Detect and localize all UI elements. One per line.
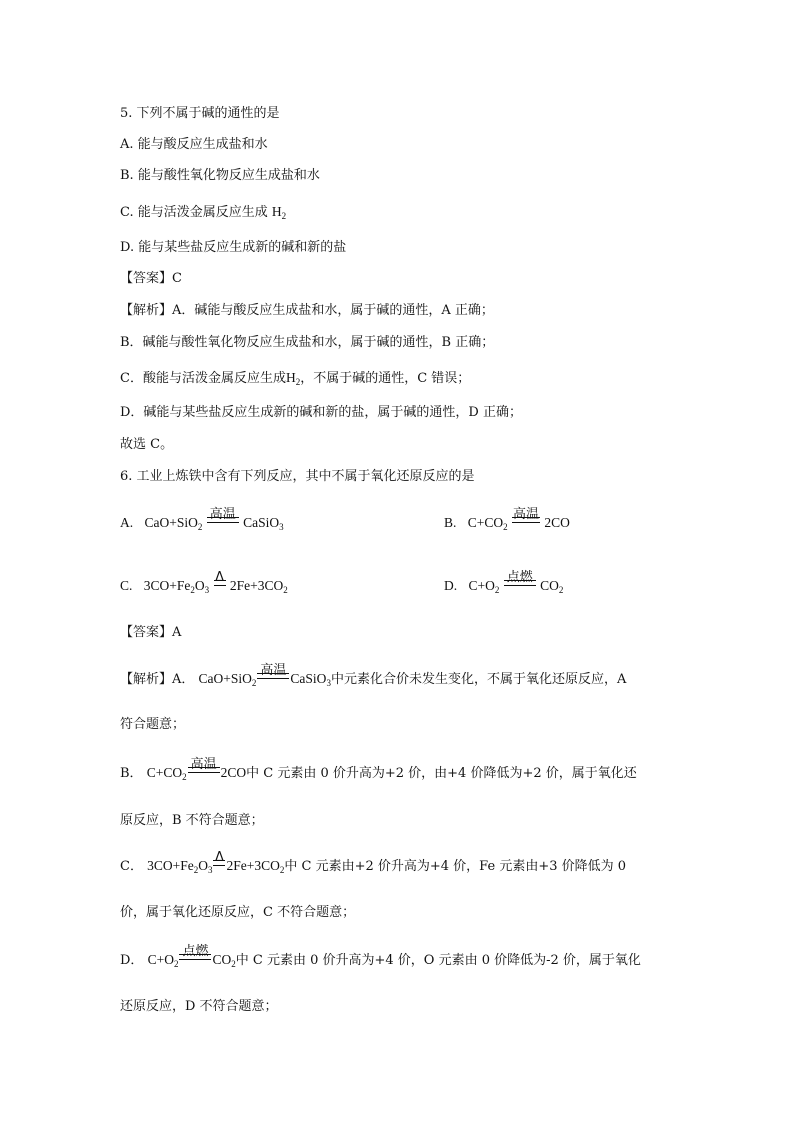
q6-explanation-c-cont: 价，属于氧化还原反应，C 不符合题意；	[120, 905, 356, 920]
high-temperature-condition: 高温	[188, 764, 220, 782]
q5-option-a: A. 能与酸反应生成盐和水	[120, 137, 268, 152]
explanation-label: B．	[120, 766, 143, 781]
option-label: B.	[444, 515, 457, 530]
q5-option-d: D. 能与某些盐反应生成新的碱和新的盐	[120, 240, 347, 255]
heat-condition: Δ	[215, 850, 224, 865]
option-label: D.	[444, 578, 458, 593]
explanation-text: 中 C 元素由 0 价升高为+2 价，由+4 价降低为+2 价，属于氧化还	[246, 766, 637, 781]
q5-explanation-c	[120, 369, 470, 388]
q6-explanation-a	[120, 663, 627, 689]
heat-condition: Δ	[215, 570, 224, 585]
explanation-text: 中元素化合价未发生变化，不属于氧化还原反应，A	[330, 672, 627, 687]
explanation-text: 中 C 元素由+2 价升高为+4 价，Fe 元素由+3 价降低为 0	[284, 859, 627, 874]
high-temperature-condition: 高温	[207, 514, 239, 532]
q5-answer: 【答案】C	[120, 271, 182, 286]
explanation-text: 中 C 元素由 0 价升高为+4 价，O 元素由 0 价降低为-2 价，属于氧化	[235, 953, 641, 968]
q6-explanation-d-cont: 还原反应，D 不符合题意；	[120, 999, 278, 1014]
high-temperature-condition: 高温	[513, 507, 540, 522]
equation-c: $3CO+Fe_2O_3$ Δ $2Fe+3CO_2$	[147, 850, 285, 875]
h2-formula: $H_2$	[285, 370, 301, 387]
q5-explanation-c-pre: C．酸能与活泼金属反应生成	[120, 371, 286, 386]
q6-option-c: C. $3CO+Fe_2O_3$ Δ $2Fe+3CO_2$	[120, 570, 288, 595]
q5-explanation-b: B．碱能与酸性氧化物反应生成盐和水，属于碱的通性，B 正确；	[120, 335, 495, 350]
q6-explanation-b-cont: 原反应，B 不符合题意；	[120, 813, 264, 828]
q5-explanation-a: 【解析】A．碱能与酸反应生成盐和水，属于碱的通性，A 正确；	[120, 303, 494, 318]
ignition-condition: 点燃	[504, 577, 536, 595]
q6-stem: 6. 工业上炼铁中含有下列反应，其中不属于氧化还原反应的是	[120, 469, 475, 484]
q6-explanation-a-cont: 符合题意；	[120, 717, 186, 732]
q5-conclusion: 故选 C。	[120, 437, 174, 452]
high-temperature-condition: 高温	[257, 670, 289, 688]
q6-explanation-c	[120, 850, 627, 876]
h2-formula: $H_2$	[271, 204, 287, 221]
q5-stem: 5. 下列不属于碱的通性的是	[120, 106, 280, 121]
q6-explanation-d	[120, 944, 641, 970]
explanation-label: 【解析】A．	[120, 672, 195, 687]
q5-option-c	[120, 203, 286, 222]
q5-explanation-d: D．碱能与某些盐反应生成新的碱和新的盐，属于碱的通性，D 正确；	[120, 405, 522, 420]
explanation-label: D．	[120, 953, 144, 968]
q6-option-b: B. $C+CO_2$ 高温 2CO	[444, 507, 570, 532]
option-label: A.	[120, 515, 134, 530]
option-label: C.	[120, 578, 133, 593]
equation-a: CaO+SiO$_2$ 高温 CaSiO$_3$	[198, 663, 331, 688]
equation-b: $C+CO_2$ 高温 2CO	[146, 757, 247, 782]
q5-option-c-text: C. 能与活泼金属反应生成	[120, 205, 268, 220]
ignition-condition: 点燃	[179, 951, 211, 969]
equation-d: $C+O_2$ 点燃 $CO_2$	[147, 944, 236, 969]
q6-option-a: A. CaO+SiO$_2$ 高温 CaSiO$_3$	[120, 507, 284, 532]
q6-answer: 【答案】A	[120, 625, 182, 640]
q5-option-b: B. 能与酸性氧化物反应生成盐和水	[120, 168, 320, 183]
explanation-label: C．	[120, 859, 143, 874]
q6-explanation-b	[120, 757, 637, 783]
q6-option-d: D. $C+O_2$ 点燃 $CO_2$	[444, 570, 564, 595]
q5-explanation-c-post: ，不属于碱的通性，C 错误；	[300, 371, 471, 386]
